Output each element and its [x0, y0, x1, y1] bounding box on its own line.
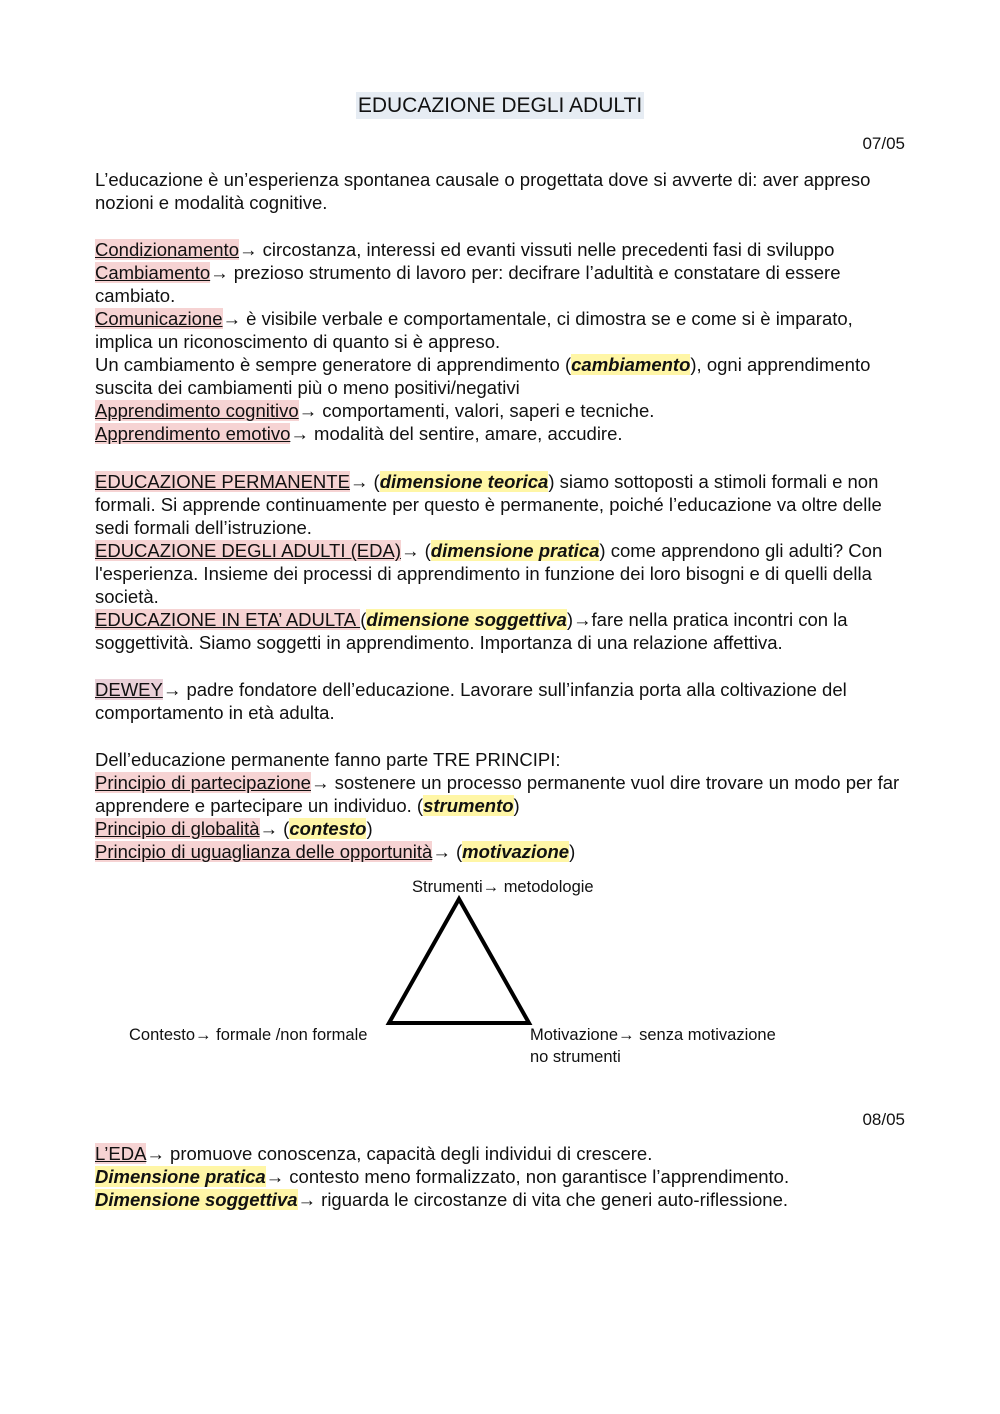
section-concepts — [95, 238, 915, 445]
document-title: EDUCAZIONE DEGLI ADULTI — [357, 94, 643, 117]
pratica-entry — [95, 1165, 915, 1188]
comunicazione-term: Comunicazione — [95, 308, 223, 329]
intro-text: L’educazione è un’esperienza spontanea causale o progettata dove si avverte di: aver appreso nozioni e modalità cognitive. — [95, 169, 871, 213]
dewey-text: → padre fondatore dell’educazione. Lavorare sull’infanzia porta alla coltivazione del comportamento in età adulta. — [95, 679, 847, 723]
dewey-entry — [95, 678, 915, 724]
generatore-post: ), ogni apprendimento suscita dei cambiamenti più o meno positivi/negativi — [95, 354, 871, 398]
emotivo-term: Apprendimento emotivo — [95, 423, 291, 444]
section-education-types — [95, 470, 915, 654]
globalita-post: ) — [366, 818, 373, 839]
globalita-term: Principio di globalità — [95, 818, 260, 839]
date-label-1: 07/05 — [862, 134, 905, 153]
cambiamento-entry — [95, 261, 915, 307]
permanente-keyword: dimensione teorica — [379, 471, 549, 492]
diagram-top-label: Strumenti→ metodologie — [412, 878, 594, 896]
diagram-right-line1: Motivazione→ senza motivazione — [530, 1026, 776, 1044]
dewey-term: DEWEY — [95, 679, 163, 700]
eda2-term: L’EDA — [95, 1143, 147, 1164]
cognitivo-term: Apprendimento cognitivo — [95, 400, 299, 421]
principi-intro: Dell’educazione permanente fanno parte TRE PRINCIPI: — [95, 749, 561, 770]
triangle-diagram — [380, 893, 540, 1029]
comunicazione-entry — [95, 307, 915, 353]
generatore-entry — [95, 353, 915, 399]
globalita-entry — [95, 817, 915, 840]
permanente-pre: → ( — [349, 471, 380, 492]
intro-paragraph — [95, 168, 915, 214]
section-principles — [95, 748, 915, 863]
eta-adulta-term: EDUCAZIONE IN ETA’ ADULTA — [95, 609, 361, 630]
emotivo-text: → modalità del sentire, amare, accudire. — [290, 423, 623, 444]
uguaglianza-post: ) — [569, 841, 576, 862]
section-eda-dimensions — [95, 1142, 915, 1211]
eda-post: ) come apprendono gli adulti? Con l'esperienza. Insieme dei processi di apprendimento in funzione dei loro bisogni e di quelli della società. — [95, 540, 883, 607]
diagram-right-line2: no strumenti — [530, 1048, 621, 1066]
eta-adulta-pre: ( — [360, 609, 367, 630]
generatore-pre: Un cambiamento è sempre generatore di apprendimento ( — [95, 354, 572, 375]
uguaglianza-entry — [95, 840, 915, 863]
section-dewey — [95, 678, 915, 724]
pratica-keyword: Dimensione pratica — [95, 1166, 266, 1187]
eda-entry — [95, 539, 915, 608]
permanente-term: EDUCAZIONE PERMANENTE — [95, 471, 350, 492]
cognitivo-text: → comportamenti, valori, saperi e tecniche. — [298, 400, 655, 421]
date-label-2: 08/05 — [862, 1110, 905, 1129]
uguaglianza-term: Principio di uguaglianza delle opportunità — [95, 841, 433, 862]
eda-keyword: dimensione pratica — [430, 540, 600, 561]
partecipazione-entry — [95, 771, 915, 817]
eda2-entry — [95, 1142, 915, 1165]
globalita-keyword: contesto — [289, 818, 367, 839]
cambiamento-term: Cambiamento — [95, 262, 211, 283]
permanente-post: ) siamo sottoposti a stimoli formali e non formali. Si apprende continuamente per questo è permanente, poiché l’educazione va oltre delle sedi formali dell’istruzione. — [95, 471, 882, 538]
partecipazione-post: ) — [513, 795, 520, 816]
pratica-text: → contesto meno formalizzato, non garantisce l’apprendimento. — [265, 1166, 790, 1187]
uguaglianza-pre: → ( — [432, 841, 463, 862]
triangle-shape — [389, 899, 529, 1023]
eta-adulta-entry — [95, 608, 915, 654]
eta-adulta-keyword: dimensione soggettiva — [366, 609, 567, 630]
cognitivo-entry — [95, 399, 915, 422]
permanente-entry — [95, 470, 915, 539]
partecipazione-keyword: strumento — [423, 795, 514, 816]
eta-adulta-post: )→fare nella pratica incontri con la soggettività. Siamo soggetti in apprendimento. Importanza di una relazione affettiva. — [95, 609, 848, 653]
globalita-pre: → ( — [259, 818, 290, 839]
eda-term: EDUCAZIONE DEGLI ADULTI (EDA) — [95, 540, 401, 561]
partecipazione-term: Principio di partecipazione — [95, 772, 311, 793]
eda-pre: → ( — [400, 540, 431, 561]
soggettiva-entry — [95, 1188, 915, 1211]
partecipazione-pre: → sostenere un processo permanente vuol dire trovare un modo per far apprendere e partecipare un individuo. ( — [95, 772, 900, 816]
generatore-keyword: cambiamento — [571, 354, 691, 375]
condizionamento-term: Condizionamento — [95, 239, 239, 260]
uguaglianza-keyword: motivazione — [462, 841, 570, 862]
eda2-text: → promuove conoscenza, capacità degli individui di crescere. — [146, 1143, 653, 1164]
soggettiva-keyword: Dimensione soggettiva — [95, 1189, 298, 1210]
diagram-left-label: Contesto→ formale /non formale — [129, 1026, 368, 1044]
condizionamento-text: → circostanza, interessi ed evanti vissuti nelle precedenti fasi di sviluppo — [238, 239, 835, 260]
soggettiva-text: → riguarda le circostanze di vita che generi auto-riflessione. — [297, 1189, 789, 1210]
comunicazione-text: → è visibile verbale e comportamentale, ci dimostra se e come si è imparato, implica un riconoscimento di quanto si è appreso. — [95, 308, 853, 352]
document-title-container — [0, 94, 1000, 118]
diagram-right-label — [530, 1024, 776, 1068]
cambiamento-text: → prezioso strumento di lavoro per: decifrare l’adultità e constatare di essere cambiato. — [95, 262, 841, 306]
emotivo-entry — [95, 422, 915, 445]
condizionamento-entry — [95, 238, 915, 261]
